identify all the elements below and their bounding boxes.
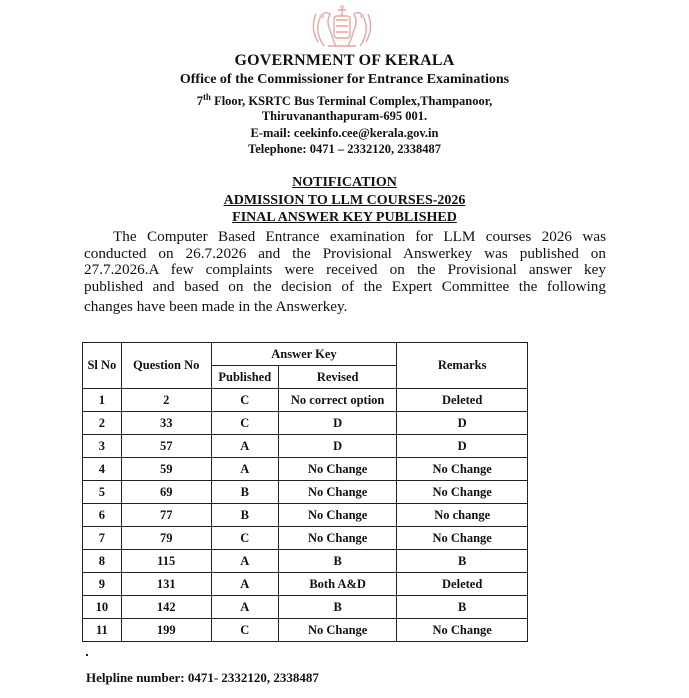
published-cell: A (211, 573, 278, 596)
question-cell: 69 (121, 481, 211, 504)
floor-number: 7 (196, 94, 203, 109)
sl-cell: 6 (83, 504, 122, 527)
answer-key-table (82, 342, 528, 642)
sl-cell: 7 (83, 527, 122, 550)
table-row (83, 619, 528, 642)
col-header-question: Question No (121, 343, 211, 389)
helpline-number: Helpline number: 0471- 2332120, 2338487 (86, 670, 319, 685)
body-line: conducted on 26.7.2026 and the Provisional Answerkey was published on (84, 244, 606, 262)
published-cell: A (211, 550, 278, 573)
published-cell: B (211, 504, 278, 527)
revised-cell: No correct option (278, 389, 396, 412)
table-row (83, 435, 528, 458)
question-cell: 33 (121, 412, 211, 435)
revised-cell: No Change (278, 527, 396, 550)
table-row (83, 481, 528, 504)
question-cell: 2 (121, 389, 211, 412)
col-header-sl: Sl No (83, 343, 122, 389)
table-row (83, 550, 528, 573)
body-line: published and based on the decision of the Expert Committee the following (84, 277, 606, 295)
col-header-answer-key: Answer Key (211, 343, 397, 366)
published-cell: C (211, 389, 278, 412)
published-cell: A (211, 596, 278, 619)
question-cell: 79 (121, 527, 211, 550)
remarks-cell: B (397, 550, 528, 573)
table-row (83, 527, 528, 550)
body-line: changes have been made in the Answerkey. (84, 298, 348, 315)
question-cell: 59 (121, 458, 211, 481)
remarks-cell: No Change (397, 481, 528, 504)
notification-title: FINAL ANSWER KEY PUBLISHED (232, 210, 457, 225)
revised-cell: B (278, 596, 396, 619)
remarks-cell: D (397, 435, 528, 458)
question-cell: 131 (121, 573, 211, 596)
sl-cell: 11 (83, 619, 122, 642)
sl-cell: 4 (83, 458, 122, 481)
sl-cell: 3 (83, 435, 122, 458)
table-row (83, 389, 528, 412)
sl-cell: 1 (83, 389, 122, 412)
telephone-line: Telephone: 0471 – 2332120, 2338487 (248, 142, 441, 156)
revised-cell: D (278, 435, 396, 458)
government-heading: GOVERNMENT OF KERALA (234, 52, 455, 69)
published-cell: B (211, 481, 278, 504)
remarks-cell: D (397, 412, 528, 435)
sl-cell: 2 (83, 412, 122, 435)
published-cell: C (211, 619, 278, 642)
published-cell: A (211, 435, 278, 458)
kerala-state-emblem-icon (304, 2, 380, 50)
remarks-cell: Deleted (397, 389, 528, 412)
bullet-dot (86, 654, 88, 656)
remarks-cell: No Change (397, 458, 528, 481)
published-cell: C (211, 412, 278, 435)
remarks-cell: Deleted (397, 573, 528, 596)
question-cell: 115 (121, 550, 211, 573)
question-cell: 77 (121, 504, 211, 527)
revised-cell: B (278, 550, 396, 573)
revised-cell: No Change (278, 458, 396, 481)
revised-cell: No Change (278, 481, 396, 504)
notice-body (84, 229, 606, 316)
col-header-revised: Revised (278, 366, 396, 389)
col-header-remarks: Remarks (397, 343, 528, 389)
col-header-published: Published (211, 366, 278, 389)
remarks-cell: No Change (397, 527, 528, 550)
sl-cell: 9 (83, 573, 122, 596)
address-line-2: Thiruvananthapuram-695 001. (261, 109, 428, 123)
sl-cell: 8 (83, 550, 122, 573)
remarks-cell: B (397, 596, 528, 619)
floor-suffix: th (202, 92, 211, 102)
question-cell: 57 (121, 435, 211, 458)
body-line: The Computer Based Entrance examination for LLM courses 2026 was (113, 228, 606, 245)
sl-cell: 10 (83, 596, 122, 619)
remarks-cell: No change (397, 504, 528, 527)
notification-subject: ADMISSION TO LLM COURSES-2026 (223, 193, 466, 208)
notification-label: NOTIFICATION (292, 175, 397, 190)
table-row (83, 458, 528, 481)
body-line: 27.7.2026.A few complaints were received on the Provisional answer key (84, 261, 606, 278)
address-text: Floor, KSRTC Bus Terminal Complex,Thampanoor, (210, 94, 493, 109)
published-cell: A (211, 458, 278, 481)
published-cell: C (211, 527, 278, 550)
email-line: E-mail: ceekinfo.cee@kerala.gov.in (250, 126, 439, 140)
question-cell: 142 (121, 596, 211, 619)
revised-cell: D (278, 412, 396, 435)
office-name: Office of the Commissioner for Entrance Examinations (179, 72, 510, 87)
revised-cell: No Change (278, 504, 396, 527)
sl-cell: 5 (83, 481, 122, 504)
table-row (83, 596, 528, 619)
table-row (83, 573, 528, 596)
table-row (83, 504, 528, 527)
table-row (83, 412, 528, 435)
address-line-1 (0, 92, 689, 109)
question-cell: 199 (121, 619, 211, 642)
revised-cell: No Change (278, 619, 396, 642)
revised-cell: Both A&D (278, 573, 396, 596)
remarks-cell: No Change (397, 619, 528, 642)
